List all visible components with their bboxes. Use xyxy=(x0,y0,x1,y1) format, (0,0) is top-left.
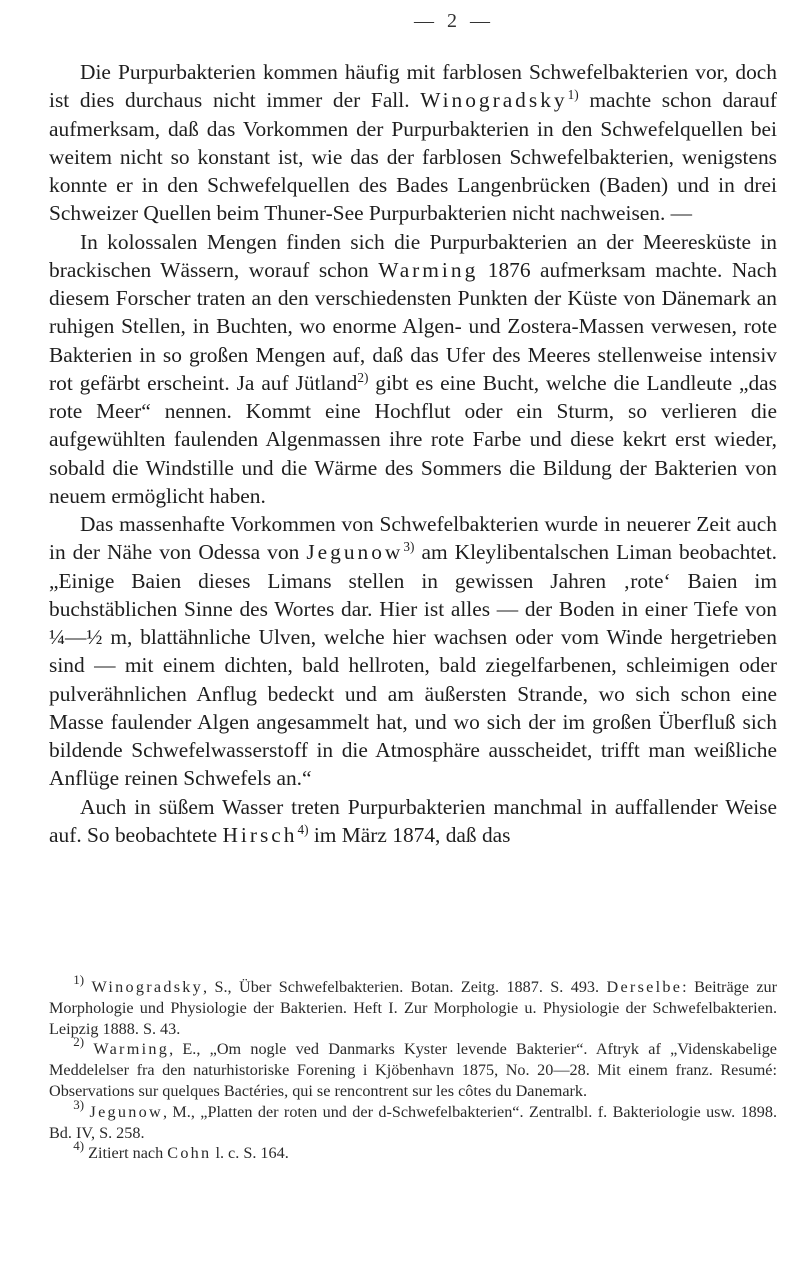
footnote-text: Zitiert nach xyxy=(88,1144,168,1163)
paragraph xyxy=(49,58,777,228)
footnote-author: Warming xyxy=(93,1040,170,1059)
author-name: Winogradsky xyxy=(420,88,568,113)
footnote-author: Jegunow xyxy=(89,1102,163,1121)
footnote-mark: 1) xyxy=(73,971,85,987)
text-run: In kolossalen Mengen finden sich die Purpurbakterien an der Meeresküste in brackischen Wässern, worauf schon xyxy=(49,229,777,282)
author-name: Hirsch xyxy=(222,822,298,847)
footnote-ref[interactable]: 1) xyxy=(567,87,579,103)
text-run: Auch in süßem Wasser treten Purpurbakterien manchmal in auffallender Weise auf. So beobachtete xyxy=(49,794,777,847)
text-run: gibt es eine Bucht, welche die Landleute „das rote Meer“ nennen. Kommt eine Hochflut oder ein Sturm, so verlieren die aufgewühlten faulenden Algenmassen ihre rote Farbe und diese kekrt erst wieder, sobald die Windstille und die Wärme des Sommers die Bildung der Bakterien von neuem ermöglicht haben. xyxy=(49,370,777,508)
text-run: am Kleylibentalschen Liman beobachtet. „Einige Baien dieses Limans stellen in gewissen Jahren ‚rote‘ Baien im buchstäblichen Sinne des Wortes dar. Hier ist alles — der Boden in einer Tiefe von ¼—½ m, blattähnliche Ulven, welche hier wachsen oder vom Winde hergetrieben sind — mit einem dichten, bald hellroten, bald ziegelfarbenen, schleimigen oder pulverähnlichen Anflug bedeckt und am äußersten Strande, wo sich schon eine Masse faulender Algen angesammelt hat, und wo sich der im großen Überfluß sich bildende Schwefelwasserstoff in die Atmosphäre ausscheidet, trifft man weißliche Anflüge reinen Schwefels an.“ xyxy=(49,540,777,791)
footnote xyxy=(49,971,777,1039)
footnote-ref[interactable]: 2) xyxy=(357,369,369,385)
page-number: — 2 — xyxy=(414,10,494,32)
footnote-ref[interactable]: 3) xyxy=(403,539,415,555)
author-name: Warming xyxy=(378,257,479,282)
footnote-ref[interactable]: 4) xyxy=(297,821,309,837)
footnote xyxy=(49,1138,777,1164)
footnote-author: Derselbe xyxy=(606,978,683,996)
text-run: 1876 aufmerksam machte. Nach diesem Forscher traten an den verschiedensten Punkten der Küste von Dänemark an ruhigen Stellen, in Buchten, wo enorme Algen- und Zostera-Massen verwesen, rote Bakterien in so großen Mengen auf, daß das Ufer des Meeres stellenweise intensiv rot gefärbt erscheint. Ja auf Jütland xyxy=(49,257,777,395)
footnote-mark: 3) xyxy=(73,1096,85,1112)
author-name: Jegunow xyxy=(306,540,404,565)
footnote-text: l. c. S. 164. xyxy=(211,1144,289,1163)
footnote-author: Cohn xyxy=(167,1144,212,1163)
text-run: im März 1874, daß das xyxy=(308,822,511,847)
footnote-text: , M., „Platten der roten und der d-Schwefelbakterien“. Zentralbl. f. Bakteriologie usw. 1898. Bd. IV, S. 258. xyxy=(49,1102,777,1142)
text-run: Das massenhafte Vorkommen von Schwefelbakterien wurde in neuerer Zeit auch in der Nähe von Odessa von xyxy=(49,512,777,565)
paragraph xyxy=(49,793,777,850)
footnote-text: , E., „Om nogle ved Danmarks Kyster levende Bakterier“. Aftryk af „Videnskabelige Meddelelser fra den naturhistoriske Forening i Kjöbenhavn 1875, No. 20—28. Mit einem franz. Resumé: Observations sur quelques Bactéries, qui se rencontrent sur les côtes du Danemark. xyxy=(49,1040,777,1100)
footnotes xyxy=(49,971,777,1164)
paragraph xyxy=(49,510,777,793)
text-run: Die Purpurbakterien kommen häufig mit farblosen Schwefelbakterien vor, doch ist dies durchaus nicht immer der Fall. xyxy=(49,60,777,113)
footnote-text: : Beiträge zur Morphologie und Physiologie der Bakterien. Heft I. Zur Morphologie u. Physiologie der Schwefelbakterien. Leipzig 1888. S. 43. xyxy=(49,978,777,1038)
footnote-mark: 4) xyxy=(73,1138,85,1154)
footnote xyxy=(49,1096,777,1144)
footnote-mark: 2) xyxy=(73,1034,85,1050)
footnote-text: , S., Über Schwefelbakterien. Botan. Zeitg. 1887. S. 493. xyxy=(203,978,607,996)
text-run: machte schon darauf aufmerksam, daß das Vorkommen der Purpurbakterien in den Schwefelquellen bei weitem nicht so konstant ist, wie das der farblosen Schwefelbakterien, wenigstens konnte er in den Schwefelquellen des Bades Langenbrücken (Baden) und in drei Schweizer Quellen beim Thuner-See Purpurbakterien nicht nachweisen. — xyxy=(49,88,777,226)
footnote xyxy=(49,1034,777,1101)
body-text xyxy=(49,58,777,849)
paragraph xyxy=(49,228,777,511)
footnote-author: Winogradsky xyxy=(91,978,204,996)
